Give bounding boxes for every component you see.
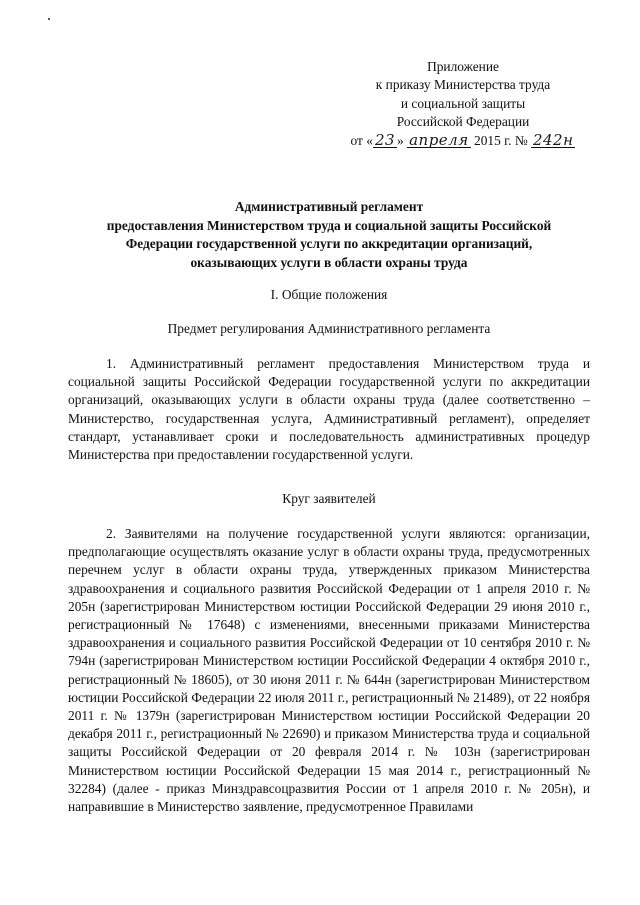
date-prefix: от « — [350, 132, 373, 148]
document-title — [68, 198, 590, 272]
paragraph-1: 1. Административный регламент предоставления Министерством труда и социальной защиты Российской Федерации государственной услуги по аккредитации организаций, оказывающих услуги в области охраны труда (далее соответственно – Министерство, государственная услуга, Административный регламент), определяет стандарт, устанавливает сроки и последовательность административных процедур Министерства при предоставлении государственной услуги. — [68, 356, 590, 463]
annex-line-3: и социальной защиты — [400, 95, 526, 111]
handwritten-order-number: 242н — [532, 130, 574, 149]
annex-line-4: Российской Федерации — [396, 114, 530, 130]
section-heading: I. Общие положения — [270, 287, 388, 302]
title-line-2: предоставления Министерством труда и социальной защиты Российской — [106, 217, 552, 233]
title-line-4: оказывающих услуги в области охраны труда — [190, 254, 468, 270]
title-line-1: Административный регламент — [234, 199, 424, 214]
date-year: 2015 г. № — [470, 132, 531, 148]
paragraph-2: 2. Заявителями на получение государственной услуги являются: организации, предполагающие осуществлять оказание услуг в области охраны труда, предусмотренных перечнем услуг в области охраны труда, утвержденных приказом Министерства здравоохранения и социального развития Российской Федерации от 1 апреля 2010 г. № 205н (зарегистрирован Министерством юстиции Российской Федерации 29 июня 2010 г., регистрационный № 17648) с изменениями, внесенными приказами Министерства здравоохранения и социального развития Российской Федерации от 10 сентября 2010 г. № 794н (зарегистрирован Министерством юстиции Российской Федерации 4 октября 2010 г., регистрационный № 18605), от 30 июня 2011 г. № 644н (зарегистрирован Министерством юстиции Российской Федерации 22 июля 2011 г., регистрационный № 21489), от 22 ноября 2011 г. № 1379н (зарегистрирован Министерством юстиции Российской Федерации 20 декабря 2011 г., регистрационный № 22690) и приказом Министерства труда и социальной защиты Российской Федерации от 20 февраля 2014 г. № 103н (зарегистрирован Министерством юстиции Российской Федерации 15 мая 2014 г., регистрационный № 32284) (далее - приказ Минздравсоцразвития России от 1 апреля 2010 г. № 205н), и направившие в Министерство заявление, предусмотренное Правилами — [68, 526, 590, 815]
annex-header — [332, 58, 594, 150]
annex-line-2: к приказу Министерства труда — [375, 77, 551, 93]
scan-speck — [48, 18, 50, 20]
handwritten-month: апреля — [409, 130, 469, 149]
date-mid: » — [397, 132, 408, 148]
title-line-3: Федерации государственной услуги по аккредитации организаций, — [125, 236, 533, 251]
annex-date-line — [332, 132, 594, 150]
subheading-applicants: Круг заявителей — [282, 491, 376, 506]
annex-line-1: Приложение — [427, 59, 499, 74]
handwritten-day: 23 — [374, 130, 396, 149]
subheading-subject: Предмет регулирования Административного регламента — [167, 321, 491, 336]
